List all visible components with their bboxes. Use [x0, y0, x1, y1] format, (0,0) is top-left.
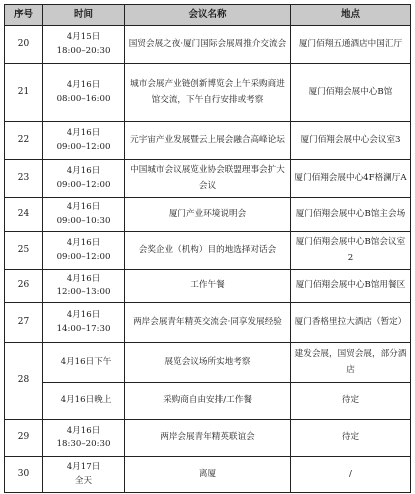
row-meeting-name: 国贸会展之夜·厦门国际会展周推介交流会	[125, 26, 291, 64]
row-hours: 14:00–17:30	[56, 323, 111, 334]
table-row	[5, 343, 411, 383]
row-meeting-name: 工作午餐	[125, 270, 291, 303]
row-meeting-name: 两岸会展青年精英联谊会	[125, 420, 291, 457]
header-no: 序号	[5, 5, 43, 26]
header-place: 地点	[291, 5, 411, 26]
row-hours: 12:00–13:00	[56, 287, 111, 297]
row-hours: 18:30–20:30	[56, 439, 111, 449]
row-date: 4月16日	[66, 80, 101, 91]
row-date: 4月16日	[66, 310, 101, 321]
row-place: 待定	[291, 420, 411, 457]
row-meeting-name: 离厦	[125, 457, 291, 493]
row-time	[43, 232, 125, 270]
row-date: 4月16日	[66, 166, 101, 177]
row-number: 29	[5, 420, 43, 457]
row-date: 4月17日	[66, 462, 101, 473]
row-time	[43, 64, 125, 122]
row-date: 4月16日	[66, 238, 101, 249]
row-place: /	[291, 457, 411, 493]
row-place: 厦门佰翔会展中心B馆主会场	[291, 198, 411, 232]
row-number: 23	[5, 160, 43, 198]
table-row	[5, 457, 411, 493]
row-time	[43, 457, 125, 493]
row-time	[43, 270, 125, 303]
header-row	[5, 5, 411, 26]
meeting-schedule-table	[4, 4, 411, 493]
table-row	[5, 303, 411, 343]
row-hours: 09:00–10:30	[56, 215, 111, 226]
row-date: 4月16日	[66, 425, 101, 436]
row-hours: 08:00–16:00	[56, 93, 111, 104]
row-number: 20	[5, 26, 43, 64]
row-meeting-name: 元宇宙产业发展暨云上展会融合高峰论坛	[125, 122, 291, 160]
table-row	[5, 420, 411, 457]
row-place: 厦门佰翔会展中心B馆	[291, 64, 411, 122]
table-row	[5, 64, 411, 122]
row-time	[43, 122, 125, 160]
row-hours: 18:00–20:30	[56, 45, 111, 56]
row-number: 21	[5, 64, 43, 122]
table-row	[5, 198, 411, 232]
row-meeting-name: 会奖企业（机构）目的地选择对话会	[125, 232, 291, 270]
row-time	[43, 420, 125, 457]
row-number: 24	[5, 198, 43, 232]
row-hours: 09:00–12:00	[56, 179, 111, 190]
row-date: 4月16日	[66, 202, 101, 213]
row-hours: 全天	[74, 475, 93, 486]
row-place: 厦门佰翔会展中心4F格澜厅A	[291, 160, 411, 198]
table-row	[5, 270, 411, 303]
table-row	[5, 160, 411, 198]
row-meeting-name: 中国城市会议展览业协会联盟理事会扩大会议	[125, 160, 291, 198]
row-place: 厦门香格里拉大酒店（暂定）	[291, 303, 411, 343]
row-meeting-name: 厦门产业环境说明会	[125, 198, 291, 232]
table-row	[5, 122, 411, 160]
row-time	[43, 160, 125, 198]
table-row	[5, 383, 411, 420]
row-place: 待定	[291, 383, 411, 420]
row-hours: 09:00–12:00	[56, 251, 111, 262]
row-place: 建发会展，国贸会展，部分酒店	[291, 343, 411, 383]
row-meeting-name: 展览会议场所实地考察	[125, 343, 291, 383]
table-row	[5, 232, 411, 270]
row-meeting-name: 采购商自由安排/工作餐	[125, 383, 291, 420]
row-place: 厦门佰翔五通酒店中国汇厅	[291, 26, 411, 64]
header-name: 会议名称	[125, 5, 291, 26]
row-place: 厦门佰翔会展中心会议室3	[291, 122, 411, 160]
row-meeting-name: 城市会展产业链创新博览会上午采购商进馆交流，下午自行安排或考察	[125, 64, 291, 122]
row-number: 30	[5, 457, 43, 493]
row-number: 26	[5, 270, 43, 303]
row-number: 27	[5, 303, 43, 343]
table-row	[5, 26, 411, 64]
row-date: 4月16日	[66, 273, 101, 284]
row-time	[43, 198, 125, 232]
row-meeting-name: 两岸会展青年精英交流会·同享发展经验	[125, 303, 291, 343]
row-time-afternoon: 4月16日下午	[43, 343, 125, 383]
row-place: 厦门佰翔会展中心B馆会议室2	[291, 232, 411, 270]
row-number: 22	[5, 122, 43, 160]
row-date: 4月16日	[66, 128, 101, 139]
row-time	[43, 303, 125, 343]
row-date: 4月15日	[66, 32, 101, 43]
header-time: 时间	[43, 5, 125, 26]
schedule-sheet	[4, 4, 410, 493]
row-time	[43, 26, 125, 64]
row-time-evening: 4月16日晚上	[43, 383, 125, 420]
row-place: 厦门佰翔会展中心B馆用餐区	[291, 270, 411, 303]
row-hours: 09:00–12:00	[56, 141, 111, 152]
row-number: 28	[5, 343, 43, 420]
row-number: 25	[5, 232, 43, 270]
